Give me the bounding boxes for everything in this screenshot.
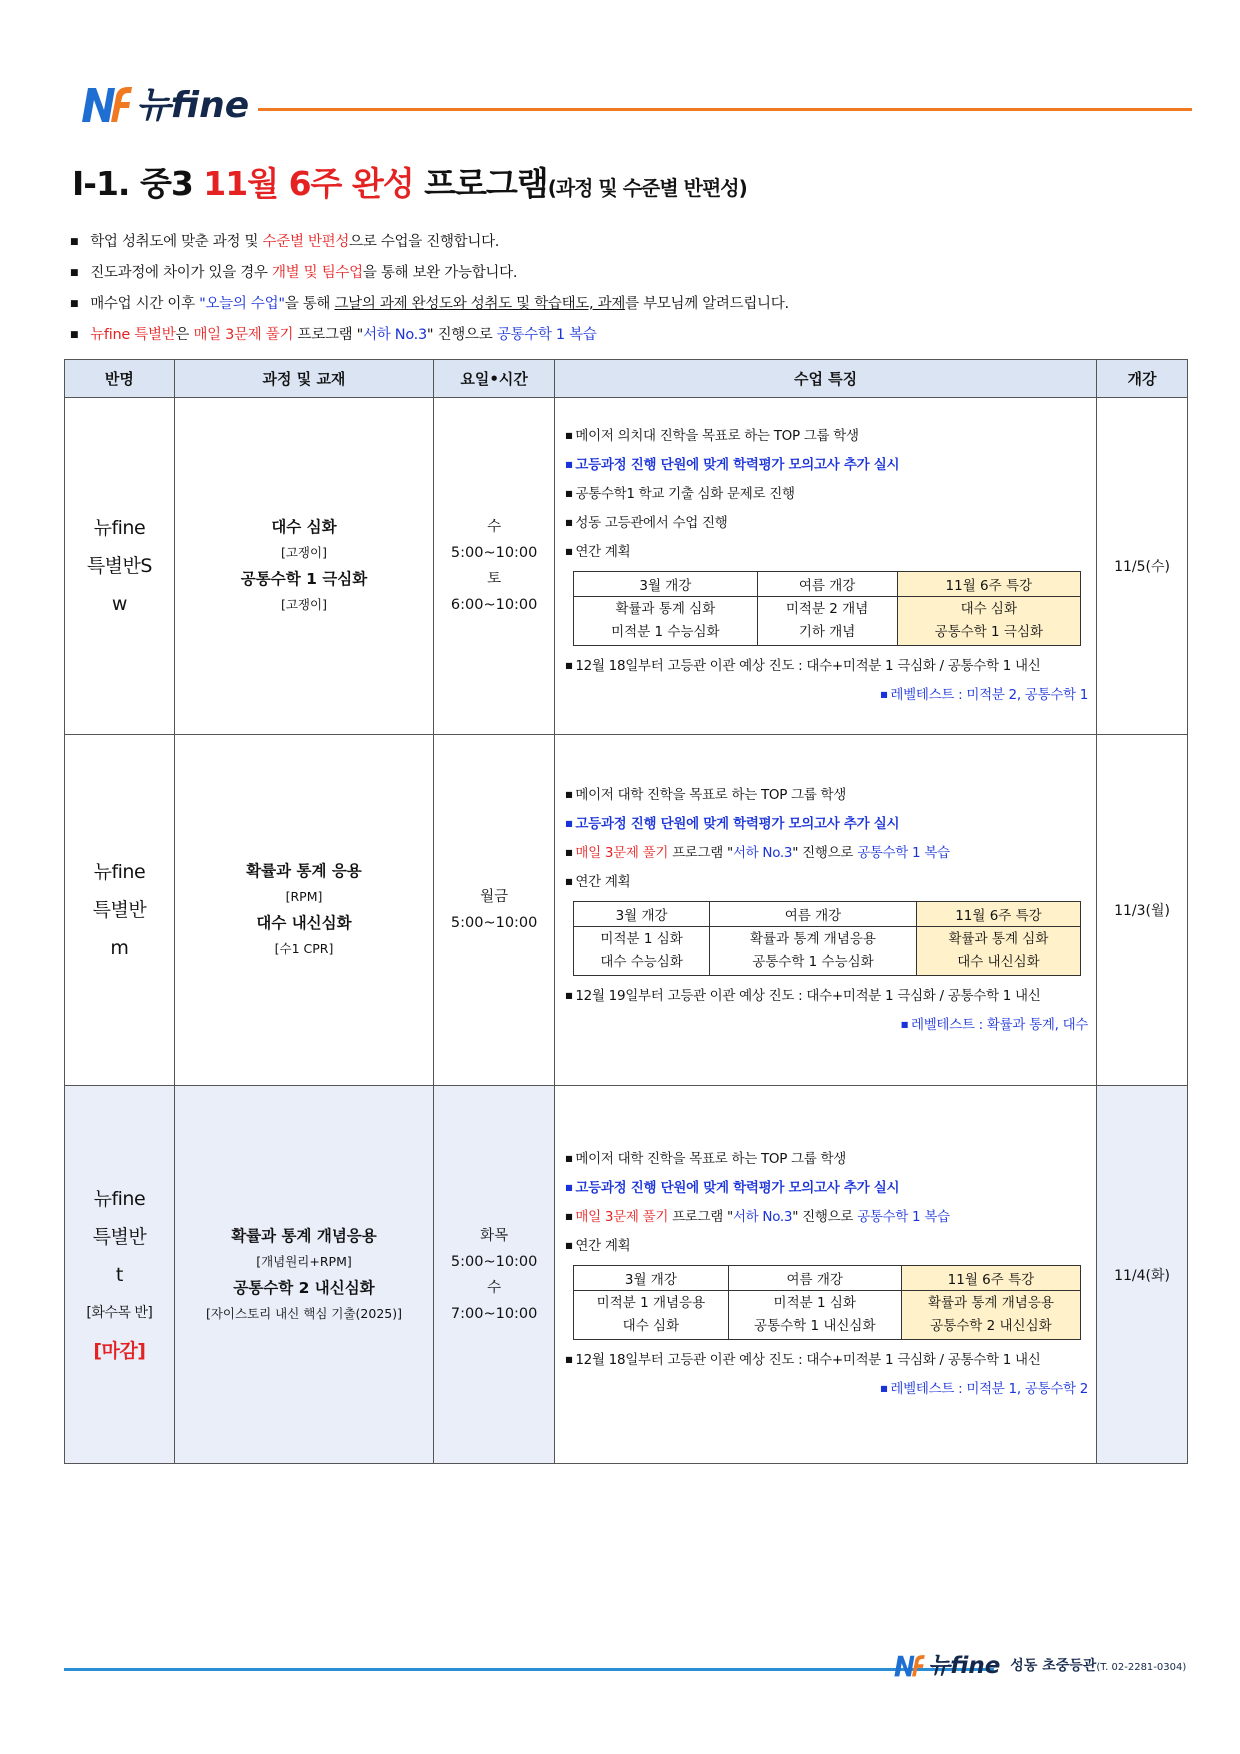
- brand-logo: [78, 78, 249, 126]
- page-title: Ⅰ-1. 중3 11월 6주 완성 프로그램(과정 및 수준별 반편성): [72, 164, 747, 203]
- features-cell: ■ 메이저 대학 진학을 목표로 하는 TOP 그룹 학생 ■ 고등과정 진행 단원에 맞게 학력평가 모의고사 추가 실시 ■ 매일 3문제 풀기 프로그램 "서하 No.3" 진행으로 공통수학 1 복습 ■ 연간 계획 3월 개강 여름 개강 11월 6주 특강 미적분 1 심화 대수 수능심화 확률과 통계 개념응용 공통수학 1 수능심화 확률과 통계 심화 대수 내신심화 ■ 12월 19일부터 고등관 이관 예상 진도 : 대수+미적분 1 극심화 / 공통수학 1 내신 ■ 레벨테스트 : 확률과 통계, 대수: [555, 735, 1097, 1086]
- brand-mark-icon: [892, 1652, 926, 1679]
- header-open: 개강: [1097, 360, 1188, 398]
- bullet-item: ■ 매수업 시간 이후 "오늘의 수업"을 통해 그날의 과제 완성도와 성취도 및 학습태도, 과제를 부모님께 알려드립니다.: [70, 289, 1180, 320]
- header-class: 반명: [65, 360, 175, 398]
- brand-mark-icon: [78, 82, 134, 126]
- time-cell: 화목 5:00~10:00 수 7:00~10:00: [434, 1086, 555, 1464]
- table-row: [65, 398, 1188, 735]
- open-date: 11/4(화): [1097, 1086, 1188, 1464]
- open-date: 11/5(수): [1097, 398, 1188, 735]
- bullet-item: ■ 진도과정에 차이가 있을 경우 개별 및 팀수업을 통해 보완 가능합니다.: [70, 258, 1180, 289]
- footer-divider: [64, 1668, 994, 1671]
- class-name: 뉴fine 특별반S w: [65, 398, 175, 735]
- open-date: 11/3(월): [1097, 735, 1188, 1086]
- annual-plan-table: 3월 개강 여름 개강 11월 6주 특강 확률과 통계 심화 미적분 1 수능심화 미적분 2 개념 기하 개념 대수 심화 공통수학 1 극심화: [573, 571, 1081, 646]
- intro-bullets: [70, 227, 1180, 351]
- header-features: 수업 특징: [555, 360, 1097, 398]
- header-course: 과정 및 교재: [174, 360, 433, 398]
- footer-brand: [892, 1652, 1186, 1679]
- features-cell: ■ 메이저 의치대 진학을 목표로 하는 TOP 그룹 학생 ■ 고등과정 진행 단원에 맞게 학력평가 모의고사 추가 실시 ■ 공통수학1 학교 기출 심화 문제로 진행 ■ 성동 고등관에서 수업 진행 ■ 연간 계획 3월 개강 여름 개강 11월 6주 특강 확률과 통계 심화 미적분 1 수능심화 미적분 2 개념 기하 개념 대수 심화 공통수학 1 극심화 ■ 12월 18일부터 고등관 이관 예상 진도 : 대수+미적분 1 극심화 / 공통수학 1 내신 ■ 레벨테스트 : 미적분 2, 공통수학 1: [555, 398, 1097, 735]
- footer-branch: 성동 초중등관(T. 02-2281-0304): [1010, 1658, 1187, 1674]
- bullet-item: ■ 학업 성취도에 맞춘 과정 및 수준별 반편성으로 수업을 진행합니다.: [70, 227, 1180, 258]
- closed-badge: [마감]: [93, 1339, 146, 1362]
- table-row: [65, 735, 1188, 1086]
- footer-brand-name: 뉴fine: [928, 1653, 1001, 1679]
- features-cell: ■ 메이저 대학 진학을 목표로 하는 TOP 그룹 학생 ■ 고등과정 진행 단원에 맞게 학력평가 모의고사 추가 실시 ■ 매일 3문제 풀기 프로그램 "서하 No.3" 진행으로 공통수학 1 복습 ■ 연간 계획 3월 개강 여름 개강 11월 6주 특강 미적분 1 개념응용 대수 심화 미적분 1 심화 공통수학 1 내신심화 확률과 통계 개념응용 공통수학 2 내신심화 ■ 12월 18일부터 고등관 이관 예상 진도 : 대수+미적분 1 극심화 / 공통수학 1 내신 ■ 레벨테스트 : 미적분 1, 공통수학 2: [555, 1086, 1097, 1464]
- schedule-table: [64, 359, 1188, 1464]
- time-cell: 수 5:00~10:00 토 6:00~10:00: [434, 398, 555, 735]
- header-time: 요일•시간: [434, 360, 555, 398]
- course-cell: 확률과 통계 응용 [RPM] 대수 내신심화 [수1 CPR]: [174, 735, 433, 1086]
- class-name: 뉴fine 특별반 t [화수목 반] [마감]: [65, 1086, 175, 1464]
- header-divider: [258, 108, 1192, 111]
- annual-plan-table: 3월 개강 여름 개강 11월 6주 특강 미적분 1 개념응용 대수 심화 미적분 1 심화 공통수학 1 내신심화 확률과 통계 개념응용 공통수학 2 내신심화: [573, 1265, 1081, 1340]
- table-header-row: [65, 360, 1188, 398]
- time-cell: 월금 5:00~10:00: [434, 735, 555, 1086]
- table-row: [65, 1086, 1188, 1464]
- brand-name: 뉴fine: [136, 85, 250, 126]
- course-cell: 확률과 통계 개념응용 [개념원리+RPM] 공통수학 2 내신심화 [자이스토리 내신 핵심 기출(2025)]: [174, 1086, 433, 1464]
- class-name: 뉴fine 특별반 m: [65, 735, 175, 1086]
- course-cell: 대수 심화 [고쟁이] 공통수학 1 극심화 [고쟁이]: [174, 398, 433, 735]
- annual-plan-table: 3월 개강 여름 개강 11월 6주 특강 미적분 1 심화 대수 수능심화 확률과 통계 개념응용 공통수학 1 수능심화 확률과 통계 심화 대수 내신심화: [573, 901, 1081, 976]
- bullet-item: ■ 뉴fine 특별반은 매일 3문제 풀기 프로그램 "서하 No.3" 진행으로 공통수학 1 복습: [70, 320, 1180, 351]
